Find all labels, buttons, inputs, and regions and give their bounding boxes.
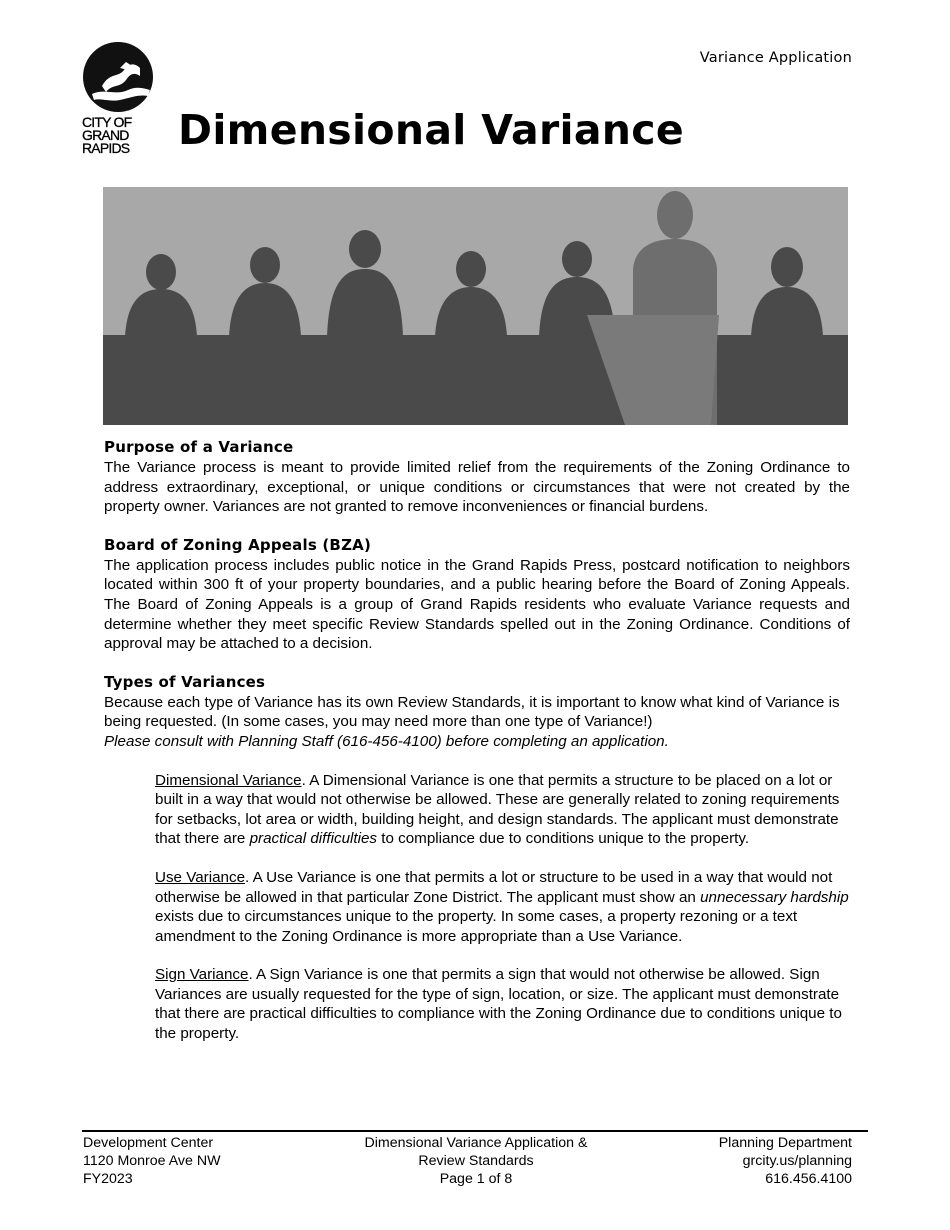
page-number: Page 1 of 8 xyxy=(439,1171,513,1188)
city-seal-icon xyxy=(82,42,154,112)
dimensional-variance-text-2: to compliance due to conditions unique to the property. xyxy=(377,830,750,848)
sign-variance-text-1: . A Sign Variance is one that permits a sign that would not otherwise be allowed. Sign Variances are usually requested for the type of sign, location, or size. The applicant must demonstrate that there are practical difficulties to compliance with the Zoning Ordinance due to conditions unique to the property. xyxy=(155,966,842,1043)
purpose-text: The Variance process is meant to provide limited relief from the requirements of the Zoning Ordinance to address extraordinary, exceptional, or unique conditions or circumstances that were not created by the property owner. Variances are not granted to remove inconveniences or financial burdens. xyxy=(104,459,850,516)
bza-text: The application process includes public notice in the Grand Rapids Press, postcard notification to neighbors located within 300 ft of your property boundaries, and a public hearing before the Board of Zoning Appeals. The Board of Zoning Appeals is a group of Grand Rapids residents who evaluate Variance requests and determine whether they meet specific Review Standards spelled out in the Zoning Ordinance. Conditions of approval may be attached to a decision. xyxy=(104,556,850,653)
hearing-silhouette-image xyxy=(103,187,848,425)
footer-center-line-1: Dimensional Variance Application & xyxy=(364,1135,588,1151)
header-label: Variance Application xyxy=(699,50,852,66)
footer-left xyxy=(83,1134,220,1189)
purpose-heading: Purpose of a Variance xyxy=(104,438,294,456)
footer-left-line-3: FY2023 xyxy=(83,1171,133,1188)
use-variance-emphasis: unnecessary hardship xyxy=(700,888,849,906)
types-note: Please consult with Planning Staff (616-456-4100) before completing an application. xyxy=(104,732,669,750)
footer-right-line-2: grcity.us/planning xyxy=(742,1153,852,1170)
footer-center xyxy=(326,1134,626,1189)
use-variance-paragraph xyxy=(155,868,850,946)
sign-variance-paragraph xyxy=(155,965,850,1043)
logo-line-3: RAPIDS xyxy=(82,140,130,156)
logo-line-1: CITY OF xyxy=(82,114,132,130)
types-heading: Types of Variances xyxy=(104,672,266,691)
footer-left-line-1: Development Center xyxy=(83,1135,214,1151)
dimensional-variance-title: Dimensional Variance xyxy=(155,771,302,789)
dimensional-variance-paragraph xyxy=(155,771,850,849)
types-text: Because each type of Variance has its own Review Standards, it is important to know what kind of Variance is being requested. (In some cases, you may need more than one type of Variance!) xyxy=(104,693,840,731)
bza-heading: Board of Zoning Appeals (BZA) xyxy=(104,535,372,554)
use-variance-text-2: exists due to circumstances unique to the property. In some cases, a property rezoning or a text amendment to the Zoning Ordinance is more appropriate than a Use Variance. xyxy=(155,908,798,945)
use-variance-title: Use Variance xyxy=(155,868,246,886)
use-variance-text-1: . A Use Variance is one that permits a lot or structure to be used in a way that would not otherwise be allowed in that particular Zone District. The applicant must show an xyxy=(155,868,833,906)
city-logo xyxy=(82,42,156,155)
footer-right-line-3: 616.456.4100 xyxy=(765,1171,852,1188)
footer-divider xyxy=(82,1130,868,1132)
dimensional-variance-emphasis: practical difficulties xyxy=(249,830,378,848)
logo-line-2: GRAND xyxy=(82,127,129,143)
footer-left-line-2: 1120 Monroe Ave NW xyxy=(83,1153,221,1170)
footer-center-line-2: Review Standards xyxy=(418,1153,534,1170)
footer-right-line-1: Planning Department xyxy=(718,1135,852,1151)
page-title: Dimensional Variance xyxy=(178,106,685,154)
sign-variance-title: Sign Variance xyxy=(155,966,249,984)
footer-right xyxy=(719,1134,852,1189)
dimensional-variance-text-1: . A Dimensional Variance is one that permits a structure to be placed on a lot or built in a way that would not otherwise be allowed. These are generally related to zoning requirements for setbacks, lot area or width, building height, and design standards. The applicant must demonstrate that there are xyxy=(155,771,840,848)
